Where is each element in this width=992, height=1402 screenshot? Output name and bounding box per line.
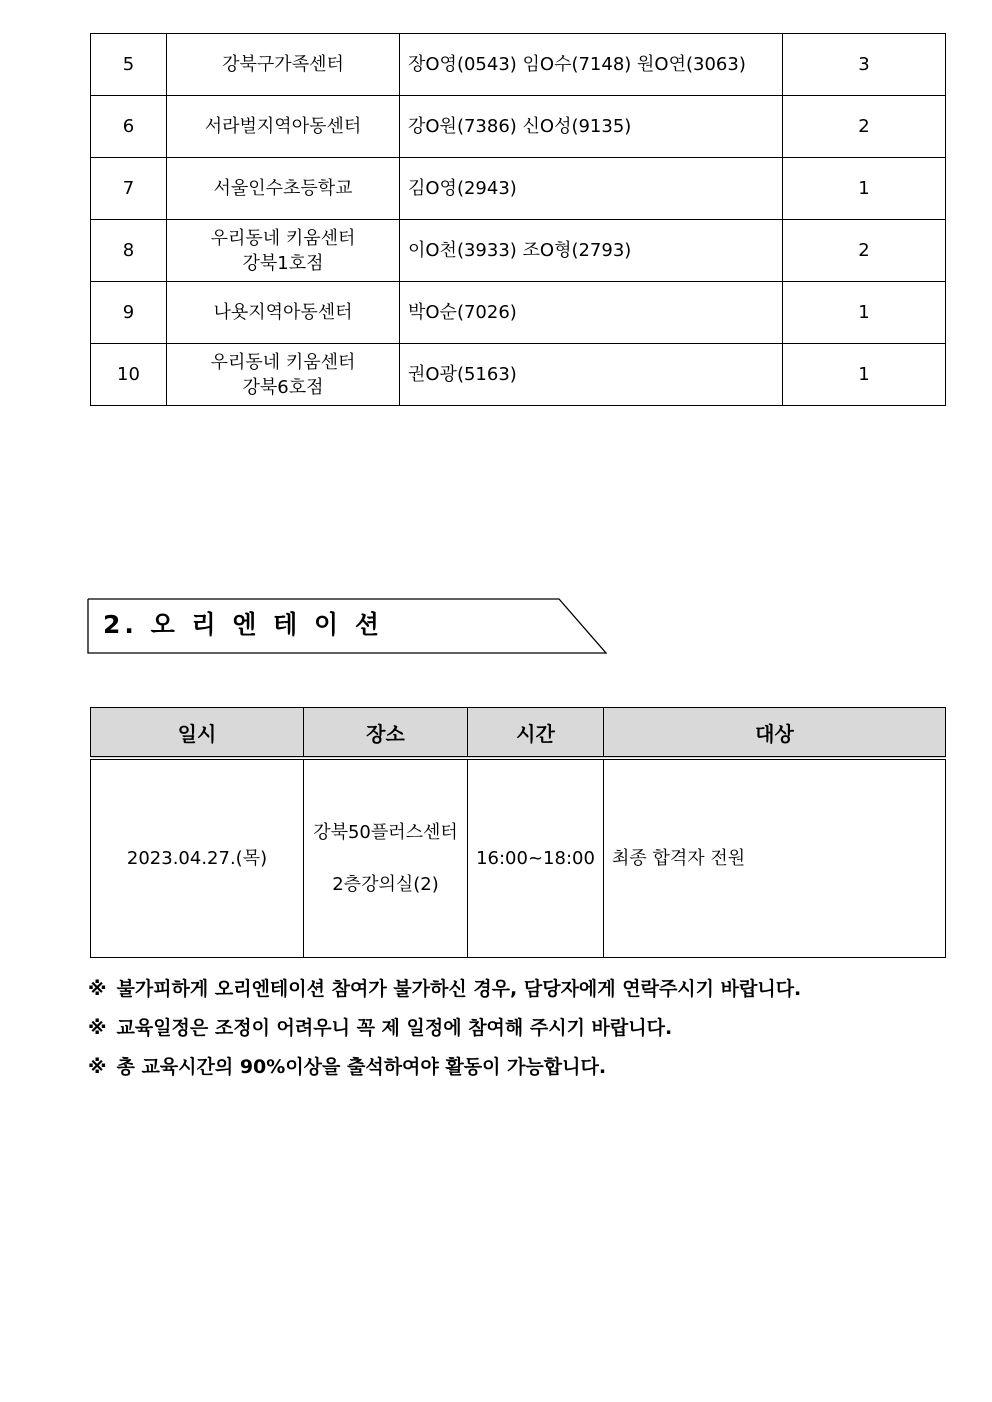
org-name-line: 서울인수초등학교 [213,178,353,199]
notice-item [88,1048,948,1087]
member-count: 1 [783,282,946,344]
org-name-line: 강북1호점 [242,252,324,274]
reference-mark-icon: ※ [88,1017,107,1039]
org-name [167,344,400,406]
member-names: 장O영(0543) 임O수(7148) 원O연(3063) [400,34,783,96]
table-row [91,34,946,96]
member-count: 1 [783,344,946,406]
reference-mark-icon: ※ [88,978,107,1000]
org-name-line: 강북구가족센터 [222,54,344,75]
table-row [91,220,946,282]
notice-item [88,1009,948,1048]
table-row [91,158,946,220]
org-name [167,220,400,282]
row-number: 10 [91,344,167,406]
member-count: 1 [783,158,946,220]
org-name [167,158,400,220]
org-name-line: 강북6호점 [242,376,324,398]
orientation-time: 16:00~18:00 [468,758,604,958]
member-count: 3 [783,34,946,96]
orientation-target: 최종 합격자 전원 [604,758,946,958]
notice-text: 불가피하게 오리엔테이션 참여가 불가하신 경우, 담당자에게 연락주시기 바랍니다. [116,978,802,1000]
table-row [91,96,946,158]
notice-list [88,970,948,1087]
org-name [167,96,400,158]
member-names: 이O천(3933) 조O형(2793) [400,220,783,282]
org-name-line: 우리동네 키움센터 [210,227,356,249]
header-target: 대상 [604,708,946,759]
row-number: 5 [91,34,167,96]
org-name-line: 우리동네 키움센터 [210,351,356,373]
place-line: 강북50플러스센터 [313,821,458,843]
orientation-place [304,758,468,958]
org-name [167,282,400,344]
section-title: 2. 오 리 엔 테 이 션 [103,610,384,639]
org-name [167,34,400,96]
row-number: 7 [91,158,167,220]
table-row [91,758,946,958]
notice-text: 총 교육시간의 90%이상을 출석하여야 활동이 가능합니다. [116,1056,607,1078]
member-names: 박O순(7026) [400,282,783,344]
member-names: 권O광(5163) [400,344,783,406]
notice-item [88,970,948,1009]
org-name-line: 나욧지역아동센터 [213,302,353,323]
table-row [91,282,946,344]
member-names: 김O영(2943) [400,158,783,220]
orientation-table [90,707,946,958]
row-number: 9 [91,282,167,344]
reference-mark-icon: ※ [88,1056,107,1078]
orientation-date: 2023.04.27.(목) [91,758,304,958]
header-place: 장소 [304,708,468,759]
place-line: 2층강의실(2) [332,873,439,895]
row-number: 8 [91,220,167,282]
row-number: 6 [91,96,167,158]
participant-table [90,33,946,406]
member-count: 2 [783,96,946,158]
member-names: 강O원(7386) 신O성(9135) [400,96,783,158]
notice-text: 교육일정은 조정이 어려우니 꼭 제 일정에 참여해 주시기 바랍니다. [116,1017,673,1039]
header-time: 시간 [468,708,604,759]
header-date: 일시 [91,708,304,759]
table-row [91,344,946,406]
member-count: 2 [783,220,946,282]
section-heading [87,598,607,654]
table-header-row [91,708,946,759]
org-name-line: 서라벌지역아동센터 [204,116,362,137]
